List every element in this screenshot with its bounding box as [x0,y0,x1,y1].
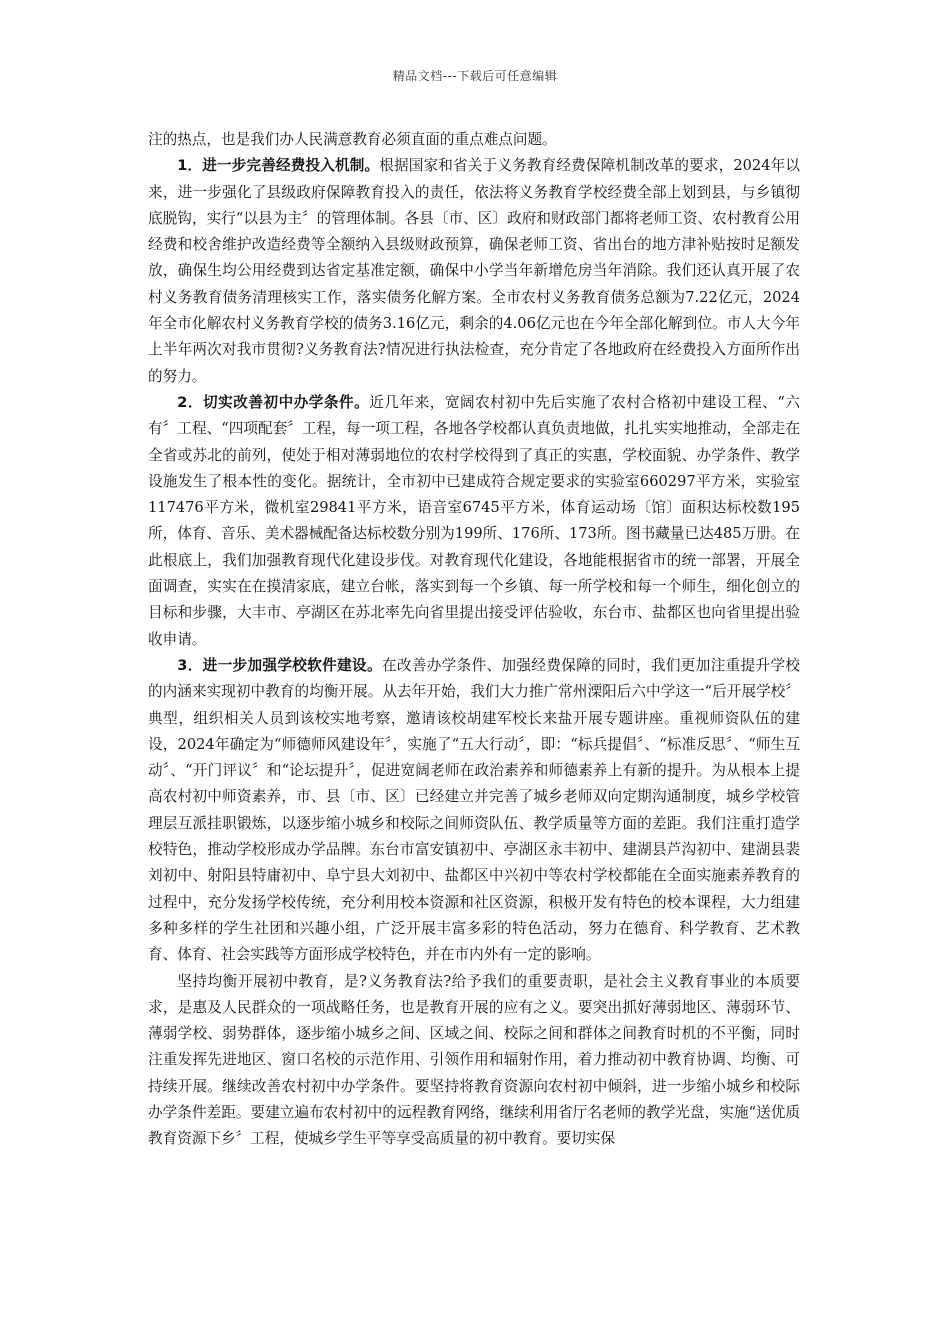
paragraph-text: 注的热点，也是我们办人民满意教育必须直面的重点难点问题。 [148,131,557,148]
paragraph-heading: 1．进一步完善经费投入机制。 [177,157,380,175]
paragraph-heading: 2．切实改善初中办学条件。 [177,393,370,411]
paragraph-heading: 3．进一步加强学校软件建设。 [177,656,382,674]
paragraph-text: 根据国家和省关于义务教育经费保障机制改革的要求，2024年以来，进一步强化了县级政府保障教育投入的责任，依法将义务教育学校经费全部上划到县，与乡镇彻底脱钩，实行“以县为主〞的管理体制。各县〔市、区〕政府和财政部门都将老师工资、农村教育公用经费和校舍维护改造经费等全额纳入县级财政预算，确保老师工资、省出台的地方津补贴按时足额发放，确保生均公用经费到达省定基准定额，确保中小学当年新增危房当年消除。我们还认真开展了农村义务教育债务清理核实工作，落实债务化解方案。全市农村义务教育债务总额为7.22亿元，2024年全市化解农村义务教育学校的债务3.16亿元，剩余的4.06亿元也在今年全部化解到位。市人大今年上半年两次对我市贯彻?义务教育法?情况进行执法检查，充分肯定了各地政府在经费投入方面所作出的努力。 [148,157,801,385]
paragraph-text: 坚持均衡开展初中教育，是?义务教育法?给予我们的重要责职，是社会主义教育事业的本质要求，是惠及人民群众的一项战略任务，也是教育开展的应有之义。要突出抓好薄弱地区、薄弱环节、薄弱学校、弱势群体，逐步缩小城乡之间、区域之间、校际之间和群体之间教育时机的不平衡，同时注重发挥先进地区、窗口名校的示范作用、引领作用和辐射作用，着力推动初中教育协调、均衡、可持续开展。继续改善农村初中办学条件。要坚持将教育资源向农村初中倾斜，进一步缩小城乡和校际办学条件差距。要建立遍布农村初中的远程教育网络，继续利用省厅名老师的教学光盘，实施“送优质教育资源下乡〞工程，使城乡学生平等享受高质量的初中教育。要切实保 [148,972,800,1148]
paragraph-school-conditions [148,390,800,653]
paragraph-software-construction [148,653,800,969]
page-header: 精品文档---下载后可任意编辑 [392,69,558,83]
paragraph-text: 在改善办学条件、加强经费保障的同时，我们更加注重提升学校的内涵来实现初中教育的均衡开展。从去年开始，我们大力推广常州溧阳后六中学这一“后开展学校〞典型，组织相关人员到该校实地考察，邀请该校胡建军校长来盐开展专题讲座。重视师资队伍的建设，2024年确定为“师德师风建设年〞，实施了“五大行动〞，即：“标兵提倡〞、“标准反思〞、“师生互动〞、“开门评议〞和“论坛提升〞，促进宽阔老师在政治素养和师德素养上有新的提升。为从根本上提高农村初中师资素养，市、县〔市、区〕已经建立并完善了城乡老师双向定期沟通制度，城乡学校管理层互派挂职锻炼，以逐步缩小城乡和校际之间师资队伍、教学质量等方面的差距。我们注重打造学校特色，推动学校形成办学品牌。东台市富安镇初中、亭湖区永丰初中、建湖县芦沟初中、建湖县裴刘初中、射阳县特庸初中、阜宁县大刘初中、盐都区中兴初中等农村学校都能在全面实施素养教育的过程中，充分发扬学校传统，充分利用校本资源和社区资源，积极开发有特色的校本课程，大力组建多种多样的学生社团和兴趣小组，广泛开展丰富多彩的特色活动，努力在德育、科学教育、艺术教育、体育、社会实践等方面形成学校特色，并在市内外有一定的影响。 [148,656,800,964]
paragraph-continuation [148,127,800,153]
paragraph-text: 近几年来，宽阔农村初中先后实施了农村合格初中建设工程、“六有〞工程、“四项配套〞工程，每一项工程，各地各学校都认真负责地做，扎扎实实地推动，全部走在全省或苏北的前列，使处于相对薄弱地位的农村学校得到了真正的实惠，学校面貌、办学条件、教学设施发生了根本性的变化。据统计，全市初中已建成符合规定要求的实验室660297平方米，实验室117476平方米，微机室29841平方米，语音室6745平方米，体育运动场〔馆〕面积达标校数195所，体育、音乐、美术器械配备达标校数分别为199所、176所、173所。图书藏量已达485万册。在此根底上，我们加强教育现代化建设步伐。对教育现代化建设，各地能根据省市的统一部署，开展全面调查，实实在在摸清家底，建立台帐，落实到每一个乡镇、每一所学校和每一个师生，细化创立的目标和步骤，大丰市、亭湖区在苏北率先向省里提出接受评估验收，东台市、盐都区也向省里提出验收申请。 [148,393,800,648]
paragraph-funding-mechanism [148,153,800,390]
paragraph-balanced-development [148,969,800,1153]
document-body [148,127,800,1153]
